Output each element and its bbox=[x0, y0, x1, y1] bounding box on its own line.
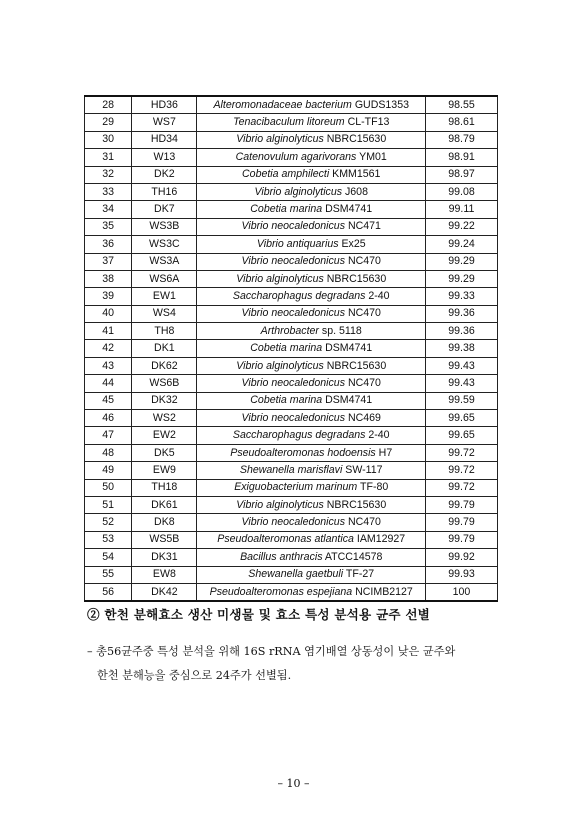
species-name: Cobetia marina bbox=[250, 394, 323, 407]
isolate-id-cell: W13 bbox=[132, 149, 197, 166]
strain-name: NBRC15630 bbox=[326, 498, 387, 511]
species-name: Vibrio alginolyticus bbox=[254, 185, 343, 198]
species-name: Catenovulum agarivorans bbox=[235, 150, 357, 163]
closest-species-cell bbox=[197, 462, 426, 479]
closest-species-cell bbox=[197, 166, 426, 183]
similarity-cell: 98.79 bbox=[425, 131, 497, 148]
strain-name: GUDS1353 bbox=[354, 98, 409, 111]
table-row bbox=[85, 514, 498, 531]
isolate-id-cell: TH16 bbox=[132, 183, 197, 200]
table-row bbox=[85, 427, 498, 444]
closest-species-cell bbox=[197, 392, 426, 409]
closest-species-cell bbox=[197, 149, 426, 166]
table-row bbox=[85, 392, 498, 409]
similarity-cell: 99.38 bbox=[425, 340, 497, 357]
strain-name: DSM4741 bbox=[325, 203, 373, 216]
strain-name: ATCC14578 bbox=[324, 550, 383, 563]
similarity-cell: 99.93 bbox=[425, 566, 497, 583]
strain-name: SW-117 bbox=[345, 463, 383, 476]
row-number-cell: 53 bbox=[85, 531, 132, 548]
row-number-cell: 40 bbox=[85, 305, 132, 322]
similarity-cell: 99.92 bbox=[425, 549, 497, 566]
species-name: Pseudoalteromonas hodoensis bbox=[230, 446, 376, 459]
isolate-id-cell: DK42 bbox=[132, 583, 197, 601]
table-row bbox=[85, 410, 498, 427]
isolate-id-cell: TH8 bbox=[132, 323, 197, 340]
strain-name: NBRC15630 bbox=[326, 272, 387, 285]
closest-species-cell bbox=[197, 566, 426, 583]
table-row bbox=[85, 183, 498, 200]
row-number-cell: 46 bbox=[85, 410, 132, 427]
similarity-cell: 99.36 bbox=[425, 323, 497, 340]
closest-species-cell bbox=[197, 549, 426, 566]
species-name: Cobetia amphilecti bbox=[242, 168, 330, 181]
similarity-cell: 98.55 bbox=[425, 96, 497, 114]
row-number-cell: 32 bbox=[85, 166, 132, 183]
table-row bbox=[85, 323, 498, 340]
strain-name: 2-40 bbox=[368, 289, 390, 302]
strain-name: NC471 bbox=[347, 220, 381, 233]
closest-species-cell bbox=[197, 96, 426, 114]
strain-name: NC469 bbox=[347, 411, 381, 424]
row-number-cell: 44 bbox=[85, 375, 132, 392]
row-number-cell: 28 bbox=[85, 96, 132, 114]
table-row bbox=[85, 305, 498, 322]
isolate-id-cell: DK8 bbox=[132, 514, 197, 531]
similarity-cell: 99.22 bbox=[425, 218, 497, 235]
strain-name: 2-40 bbox=[368, 429, 390, 442]
body-paragraph bbox=[87, 640, 507, 688]
species-name: Cobetia marina bbox=[250, 342, 323, 355]
similarity-cell: 99.36 bbox=[425, 305, 497, 322]
species-name: Vibrio neocaledonicus bbox=[241, 376, 345, 389]
closest-species-cell bbox=[197, 305, 426, 322]
table-row bbox=[85, 479, 498, 496]
table-row bbox=[85, 288, 498, 305]
strain-name: CL-TF13 bbox=[347, 116, 390, 129]
species-name: Shewanella gaetbuli bbox=[248, 568, 344, 581]
isolate-id-cell: WS4 bbox=[132, 305, 197, 322]
similarity-cell: 99.29 bbox=[425, 270, 497, 287]
table-row bbox=[85, 340, 498, 357]
closest-species-cell bbox=[197, 496, 426, 513]
similarity-cell: 99.59 bbox=[425, 392, 497, 409]
table-row bbox=[85, 96, 498, 114]
closest-species-cell bbox=[197, 531, 426, 548]
isolate-id-cell: EW1 bbox=[132, 288, 197, 305]
table-row bbox=[85, 549, 498, 566]
strain-name: NC470 bbox=[347, 307, 381, 320]
species-name: Vibrio neocaledonicus bbox=[241, 411, 345, 424]
closest-species-cell bbox=[197, 340, 426, 357]
species-name: Vibrio alginolyticus bbox=[236, 133, 324, 146]
section-title: ② 한천 분해효소 생산 미생물 및 효소 특성 분석용 균주 선별 bbox=[87, 607, 431, 622]
species-name: Alteromonadaceae bacterium bbox=[213, 98, 352, 111]
closest-species-cell bbox=[197, 201, 426, 218]
row-number-cell: 39 bbox=[85, 288, 132, 305]
similarity-cell: 98.97 bbox=[425, 166, 497, 183]
closest-species-cell bbox=[197, 253, 426, 270]
isolate-id-cell: DK31 bbox=[132, 549, 197, 566]
strain-name: NC470 bbox=[347, 376, 381, 389]
isolate-id-cell: HD34 bbox=[132, 131, 197, 148]
row-number-cell: 52 bbox=[85, 514, 132, 531]
species-name: Saccharophagus degradans bbox=[232, 289, 366, 302]
similarity-cell: 99.72 bbox=[425, 444, 497, 461]
row-number-cell: 31 bbox=[85, 149, 132, 166]
closest-species-cell bbox=[197, 583, 426, 601]
species-name: Vibrio alginolyticus bbox=[236, 359, 324, 372]
row-number-cell: 41 bbox=[85, 323, 132, 340]
table-row bbox=[85, 462, 498, 479]
table-row bbox=[85, 253, 498, 270]
isolate-id-cell: HD36 bbox=[132, 96, 197, 114]
page-number: – 10 – bbox=[277, 777, 310, 790]
row-number-cell: 43 bbox=[85, 357, 132, 374]
row-number-cell: 55 bbox=[85, 566, 132, 583]
table-row bbox=[85, 218, 498, 235]
species-name: Pseudoalteromonas espejiana bbox=[209, 585, 353, 598]
species-name: Vibrio neocaledonicus bbox=[241, 255, 345, 268]
row-number-cell: 56 bbox=[85, 583, 132, 601]
table-row bbox=[85, 201, 498, 218]
row-number-cell: 47 bbox=[85, 427, 132, 444]
similarity-cell: 100 bbox=[425, 583, 497, 601]
species-name: Arthrobacter bbox=[260, 324, 319, 337]
similarity-cell: 99.79 bbox=[425, 531, 497, 548]
table-row bbox=[85, 149, 498, 166]
row-number-cell: 42 bbox=[85, 340, 132, 357]
species-name: Vibrio neocaledonicus bbox=[241, 516, 345, 529]
row-number-cell: 51 bbox=[85, 496, 132, 513]
strain-name: NC470 bbox=[347, 516, 381, 529]
similarity-cell: 99.24 bbox=[425, 236, 497, 253]
similarity-cell: 99.65 bbox=[425, 410, 497, 427]
species-name: Vibrio antiquarius bbox=[256, 237, 339, 250]
species-name: Bacillus anthracis bbox=[240, 550, 323, 563]
row-number-cell: 29 bbox=[85, 114, 132, 131]
isolate-id-cell: WS3A bbox=[132, 253, 197, 270]
closest-species-cell bbox=[197, 131, 426, 148]
row-number-cell: 45 bbox=[85, 392, 132, 409]
table-row bbox=[85, 114, 498, 131]
strain-name: NC470 bbox=[347, 255, 381, 268]
strain-identification-table bbox=[84, 95, 498, 602]
closest-species-cell bbox=[197, 357, 426, 374]
table-row bbox=[85, 357, 498, 374]
similarity-cell: 98.61 bbox=[425, 114, 497, 131]
closest-species-cell bbox=[197, 427, 426, 444]
closest-species-cell bbox=[197, 410, 426, 427]
closest-species-cell bbox=[197, 288, 426, 305]
isolate-id-cell: WS3C bbox=[132, 236, 197, 253]
row-number-cell: 54 bbox=[85, 549, 132, 566]
table-row bbox=[85, 531, 498, 548]
strain-name: NBRC15630 bbox=[326, 359, 387, 372]
strain-name: J608 bbox=[344, 185, 368, 198]
isolate-id-cell: EW8 bbox=[132, 566, 197, 583]
similarity-cell: 99.65 bbox=[425, 427, 497, 444]
row-number-cell: 49 bbox=[85, 462, 132, 479]
row-number-cell: 50 bbox=[85, 479, 132, 496]
isolate-id-cell: WS5B bbox=[132, 531, 197, 548]
isolate-id-cell: TH18 bbox=[132, 479, 197, 496]
table-row bbox=[85, 270, 498, 287]
species-name: Pseudoalteromonas atlantica bbox=[217, 533, 354, 546]
closest-species-cell bbox=[197, 236, 426, 253]
table-row bbox=[85, 496, 498, 513]
row-number-cell: 37 bbox=[85, 253, 132, 270]
species-name: Tenacibaculum litoreum bbox=[233, 116, 345, 129]
strain-name: DSM4741 bbox=[325, 342, 373, 355]
closest-species-cell bbox=[197, 114, 426, 131]
strain-name: sp. 5118 bbox=[321, 324, 362, 337]
table-row bbox=[85, 444, 498, 461]
isolate-id-cell: DK2 bbox=[132, 166, 197, 183]
species-name: Vibrio neocaledonicus bbox=[241, 307, 345, 320]
table-row bbox=[85, 131, 498, 148]
isolate-id-cell: DK61 bbox=[132, 496, 197, 513]
isolate-id-cell: WS6A bbox=[132, 270, 197, 287]
paragraph-line-1: – 총56균주중 특성 분석을 위해 16S rRNA 염기배열 상동성이 낮은 균주와 bbox=[87, 645, 456, 658]
similarity-cell: 99.72 bbox=[425, 479, 497, 496]
strain-name: TF-80 bbox=[360, 481, 389, 494]
similarity-cell: 98.91 bbox=[425, 149, 497, 166]
row-number-cell: 36 bbox=[85, 236, 132, 253]
closest-species-cell bbox=[197, 183, 426, 200]
strain-name: TF-27 bbox=[345, 568, 375, 581]
species-name: Shewanella marisflavi bbox=[239, 463, 343, 476]
closest-species-cell bbox=[197, 375, 426, 392]
row-number-cell: 38 bbox=[85, 270, 132, 287]
table-row bbox=[85, 583, 498, 601]
table-row bbox=[85, 375, 498, 392]
strain-name: KMM1561 bbox=[332, 168, 381, 181]
species-name: Vibrio neocaledonicus bbox=[241, 220, 345, 233]
isolate-id-cell: WS7 bbox=[132, 114, 197, 131]
table-row bbox=[85, 566, 498, 583]
similarity-cell: 99.79 bbox=[425, 514, 497, 531]
isolate-id-cell: WS3B bbox=[132, 218, 197, 235]
isolate-id-cell: EW2 bbox=[132, 427, 197, 444]
strain-name: Ex25 bbox=[341, 237, 366, 250]
species-name: Vibrio alginolyticus bbox=[236, 498, 324, 511]
species-name: Cobetia marina bbox=[250, 203, 323, 216]
similarity-cell: 99.72 bbox=[425, 462, 497, 479]
isolate-id-cell: EW9 bbox=[132, 462, 197, 479]
paragraph-line-2: 한천 분해능을 중심으로 24주가 선별됨. bbox=[97, 669, 292, 682]
strain-name: H7 bbox=[378, 446, 393, 459]
similarity-cell: 99.29 bbox=[425, 253, 497, 270]
strain-name: NBRC15630 bbox=[326, 133, 387, 146]
closest-species-cell bbox=[197, 514, 426, 531]
row-number-cell: 35 bbox=[85, 218, 132, 235]
similarity-cell: 99.43 bbox=[425, 375, 497, 392]
table-body bbox=[85, 96, 498, 601]
isolate-id-cell: WS2 bbox=[132, 410, 197, 427]
similarity-cell: 99.33 bbox=[425, 288, 497, 305]
species-name: Vibrio alginolyticus bbox=[236, 272, 324, 285]
isolate-id-cell: DK7 bbox=[132, 201, 197, 218]
isolate-id-cell: WS6B bbox=[132, 375, 197, 392]
closest-species-cell bbox=[197, 218, 426, 235]
strain-name: YM01 bbox=[359, 150, 387, 163]
similarity-cell: 99.79 bbox=[425, 496, 497, 513]
strain-name: NCIMB2127 bbox=[355, 585, 413, 598]
similarity-cell: 99.11 bbox=[425, 201, 497, 218]
isolate-id-cell: DK62 bbox=[132, 357, 197, 374]
similarity-cell: 99.43 bbox=[425, 357, 497, 374]
table-row bbox=[85, 166, 498, 183]
strain-name: IAM12927 bbox=[356, 533, 406, 546]
closest-species-cell bbox=[197, 479, 426, 496]
species-name: Saccharophagus degradans bbox=[232, 429, 366, 442]
isolate-id-cell: DK5 bbox=[132, 444, 197, 461]
strain-name: DSM4741 bbox=[325, 394, 373, 407]
isolate-id-cell: DK32 bbox=[132, 392, 197, 409]
closest-species-cell bbox=[197, 444, 426, 461]
row-number-cell: 34 bbox=[85, 201, 132, 218]
closest-species-cell bbox=[197, 270, 426, 287]
row-number-cell: 30 bbox=[85, 131, 132, 148]
table-row bbox=[85, 236, 498, 253]
similarity-cell: 99.08 bbox=[425, 183, 497, 200]
closest-species-cell bbox=[197, 323, 426, 340]
row-number-cell: 48 bbox=[85, 444, 132, 461]
row-number-cell: 33 bbox=[85, 183, 132, 200]
species-name: Exiguobacterium marinum bbox=[234, 481, 358, 494]
isolate-id-cell: DK1 bbox=[132, 340, 197, 357]
